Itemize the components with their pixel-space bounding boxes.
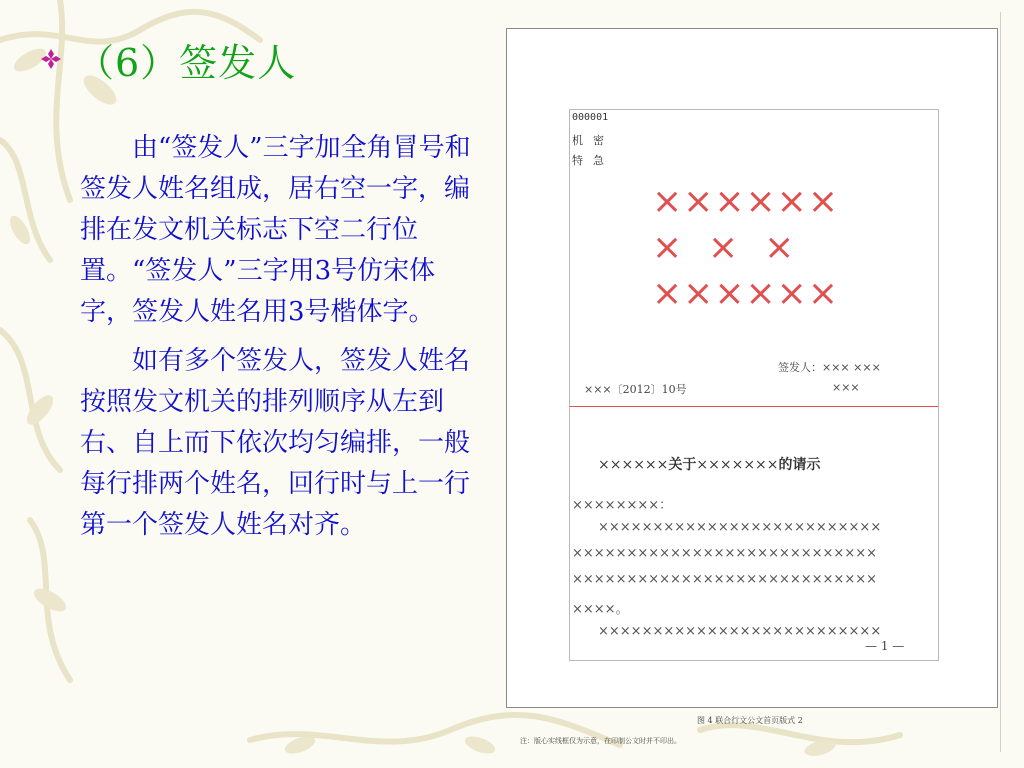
document-sample-image: [506, 28, 998, 725]
document-title: [598, 454, 821, 474]
secret-level: 机密: [572, 134, 614, 147]
recipient-line: ××××××××：: [572, 498, 673, 513]
diamond-bullet-icon: [40, 48, 62, 70]
red-separator-line: [570, 406, 938, 407]
signer-line-2: ×××: [832, 381, 860, 394]
document-title-suffix: 的请示: [778, 457, 821, 473]
body-line-3: ××××××××××××××××××××××××××××: [572, 572, 877, 587]
figure-caption: 图 4 联合行文公文首页版式 2: [697, 716, 803, 725]
paragraph-multiple-signers: 如有多个签发人，签发人姓名按照发文机关的排列顺序从左到右、自上而下依次均匀编排，一般每行排两个姓名，回行时与上一行第一个签发人姓名对齐。: [80, 346, 471, 540]
agency-mark-row-1: ××××××: [652, 181, 839, 222]
agency-mark-row-2: × × ×: [652, 227, 796, 268]
paragraph-signer-format: 由“签发人”三字加全角冒号和签发人姓名组成，居右空一字，编排在发文机关标志下空二行位置。“签发人”三字用3号仿宋体字，签发人姓名用3号楷体字。: [80, 133, 471, 327]
urgency-level: 特急: [572, 154, 614, 167]
serial-number: 000001: [572, 112, 609, 123]
body-line-4: ××××。: [572, 602, 629, 617]
body-line-5: ××××××××××××××××××××××××××: [598, 624, 882, 639]
document-title-x: ×××××××: [696, 457, 779, 473]
agency-mark-row-3: ××××××: [652, 273, 839, 314]
slide-body: [80, 128, 480, 554]
page-number: — 1 —: [865, 639, 905, 653]
slide-edge-line: [1000, 12, 1001, 752]
slide-title: （6）签发人: [76, 40, 297, 85]
body-line-2: ××××××××××××××××××××××××××××: [572, 546, 877, 561]
document-page-frame: [569, 109, 939, 661]
document-title-about: 关于: [668, 457, 697, 473]
signer-line-1: 签发人：××× ×××: [778, 361, 881, 374]
body-line-1: ××××××××××××××××××××××××××: [598, 520, 882, 535]
slide-title-row: [40, 34, 296, 84]
document-number: ×××〔2012〕10号: [584, 383, 687, 396]
figure-note: 注：版心实线框仅为示意，在印制公文时并不印出。: [520, 737, 681, 745]
document-title-prefix: ××××××: [598, 457, 669, 473]
